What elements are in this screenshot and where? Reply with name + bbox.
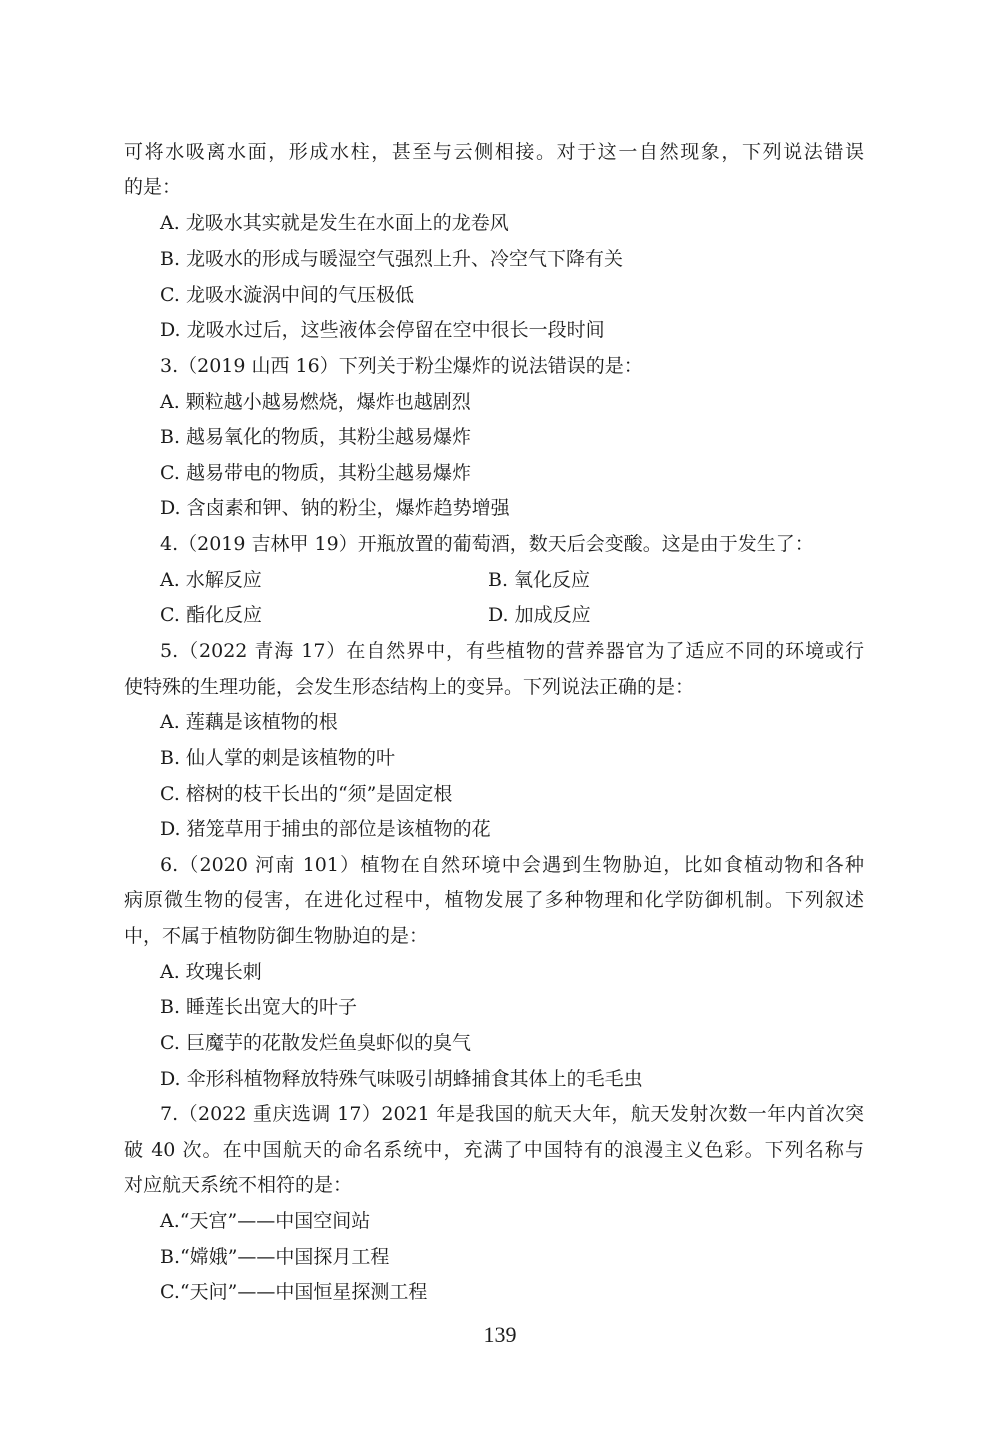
q6-option-c: C. 巨魔芋的花散发烂鱼臭虾似的臭气 [160,1032,471,1054]
q7-option-b: B.“嫦娥”——中国探月工程 [160,1246,390,1268]
q4-option-d: D. 加成反应 [488,604,591,626]
q5-stem-line-2: 使特殊的生理功能，会发生形态结构上的变异。下列说法正确的是： [124,676,695,698]
intro-option-d: D. 龙吸水过后，这些液体会停留在空中很长一段时间 [160,319,605,341]
intro-line-2: 的是： [124,176,182,198]
q6-stem-line-3: 中，不属于植物防御生物胁迫的是： [124,925,429,947]
q6-option-a: A. 玫瑰长刺 [160,961,262,983]
q7-stem-line-2: 破 40 次。在中国航天的命名系统中，充满了中国特有的浪漫主义色彩。下列名称与 [124,1139,864,1161]
q5-option-b: B. 仙人掌的刺是该植物的叶 [160,747,396,769]
q4-option-c: C. 酯化反应 [160,604,262,626]
intro-option-a: A. 龙吸水其实就是发生在水面上的龙卷风 [160,212,509,234]
q5-option-a: A. 莲藕是该植物的根 [160,711,338,733]
q4-option-b: B. 氧化反应 [488,569,591,591]
q3-option-d: D. 含卤素和钾、钠的粉尘，爆炸趋势增强 [160,497,510,519]
q3-option-a: A. 颗粒越小越易燃烧，爆炸也越剧烈 [160,391,471,413]
intro-option-b: B. 龙吸水的形成与暖湿空气强烈上升、冷空气下降有关 [160,248,624,270]
q7-stem-line-1: 7.（2022 重庆选调 17）2021 年是我国的航天大年，航天发射次数一年内首次突 [160,1103,864,1125]
q3-stem: 3.（2019 山西 16）下列关于粉尘爆炸的说法错误的是： [160,355,643,377]
q4-stem: 4.（2019 吉林甲 19）开瓶放置的葡萄酒，数天后会变酸。这是由于发生了： [160,533,814,555]
q6-option-d: D. 伞形科植物释放特殊气味吸引胡蜂捕食其体上的毛毛虫 [160,1068,643,1090]
q6-stem-line-1: 6.（2020 河南 101）植物在自然环境中会遇到生物胁迫，比如食植动物和各种 [160,854,864,876]
intro-line-1: 可将水吸离水面，形成水柱，甚至与云侧相接。对于这一自然现象，下列说法错误 [124,141,864,163]
q7-stem-line-3: 对应航天系统不相符的是： [124,1174,353,1196]
q7-option-a: A.“天宫”——中国空间站 [160,1210,371,1232]
q5-option-d: D. 猪笼草用于捕虫的部位是该植物的花 [160,818,491,840]
q4-option-a: A. 水解反应 [160,569,262,591]
q3-option-c: C. 越易带电的物质，其粉尘越易爆炸 [160,462,471,484]
intro-option-c: C. 龙吸水漩涡中间的气压极低 [160,284,414,306]
q6-option-b: B. 睡莲长出宽大的叶子 [160,996,358,1018]
q6-stem-line-2: 病原微生物的侵害，在进化过程中，植物发展了多种物理和化学防御机制。下列叙述 [124,889,864,911]
q5-option-c: C. 榕树的枝干长出的“须”是固定根 [160,783,453,805]
q3-option-b: B. 越易氧化的物质，其粉尘越易爆炸 [160,426,472,448]
q5-stem-line-1: 5.（2022 青海 17）在自然界中，有些植物的营养器官为了适应不同的环境或行 [160,640,864,662]
q7-option-c: C.“天问”——中国恒星探测工程 [160,1281,428,1303]
page-number: 139 [483,1322,517,1347]
